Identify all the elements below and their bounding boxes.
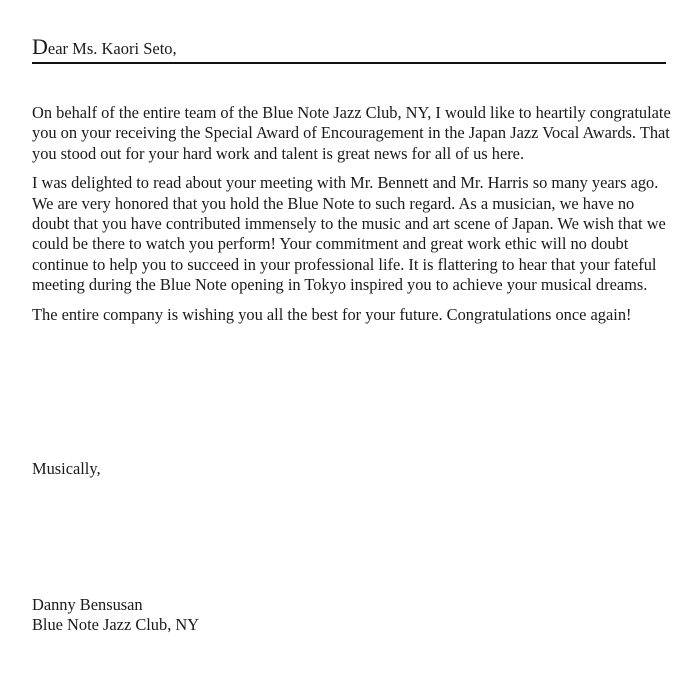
signature-organization: Blue Note Jazz Club, NY <box>32 615 200 635</box>
closing-line: Musically, <box>32 459 101 478</box>
paragraph-congratulations: On behalf of the entire team of the Blue Note Jazz Club, NY, I would like to heartily congratulate you on your receiving the Special Award of Encouragement in the Japan Jazz Vocal Awards. That you stood out for your hard work and talent is great news for all of us here. <box>32 103 671 163</box>
salutation-initial: D <box>32 34 48 59</box>
signature-block <box>32 595 199 636</box>
header-divider <box>32 62 666 64</box>
paragraph-wishes: The entire company is wishing you all the best for your future. Congratulations once again! <box>32 304 632 324</box>
salutation-text: ear Ms. Kaori Seto, <box>47 39 177 58</box>
paragraph-meeting: I was delighted to read about your meeting with Mr. Bennett and Mr. Harris so many years ago. We are very honored that you hold the Blue Note to such regard. As a musician, we have no doubt that you have contributed immensely to the music and art scene of Japan. We wish that we could be there to watch you perform! Your commitment and great work ethic will no doubt continue to help you to succeed in your professional life. It is flattering to hear that your fateful meeting during the Blue Note opening in Tokyo inspired you to achieve your musical dreams. <box>32 173 666 294</box>
signature-name: Danny Bensusan <box>32 595 143 614</box>
salutation <box>32 36 665 60</box>
letter-body <box>32 103 672 334</box>
